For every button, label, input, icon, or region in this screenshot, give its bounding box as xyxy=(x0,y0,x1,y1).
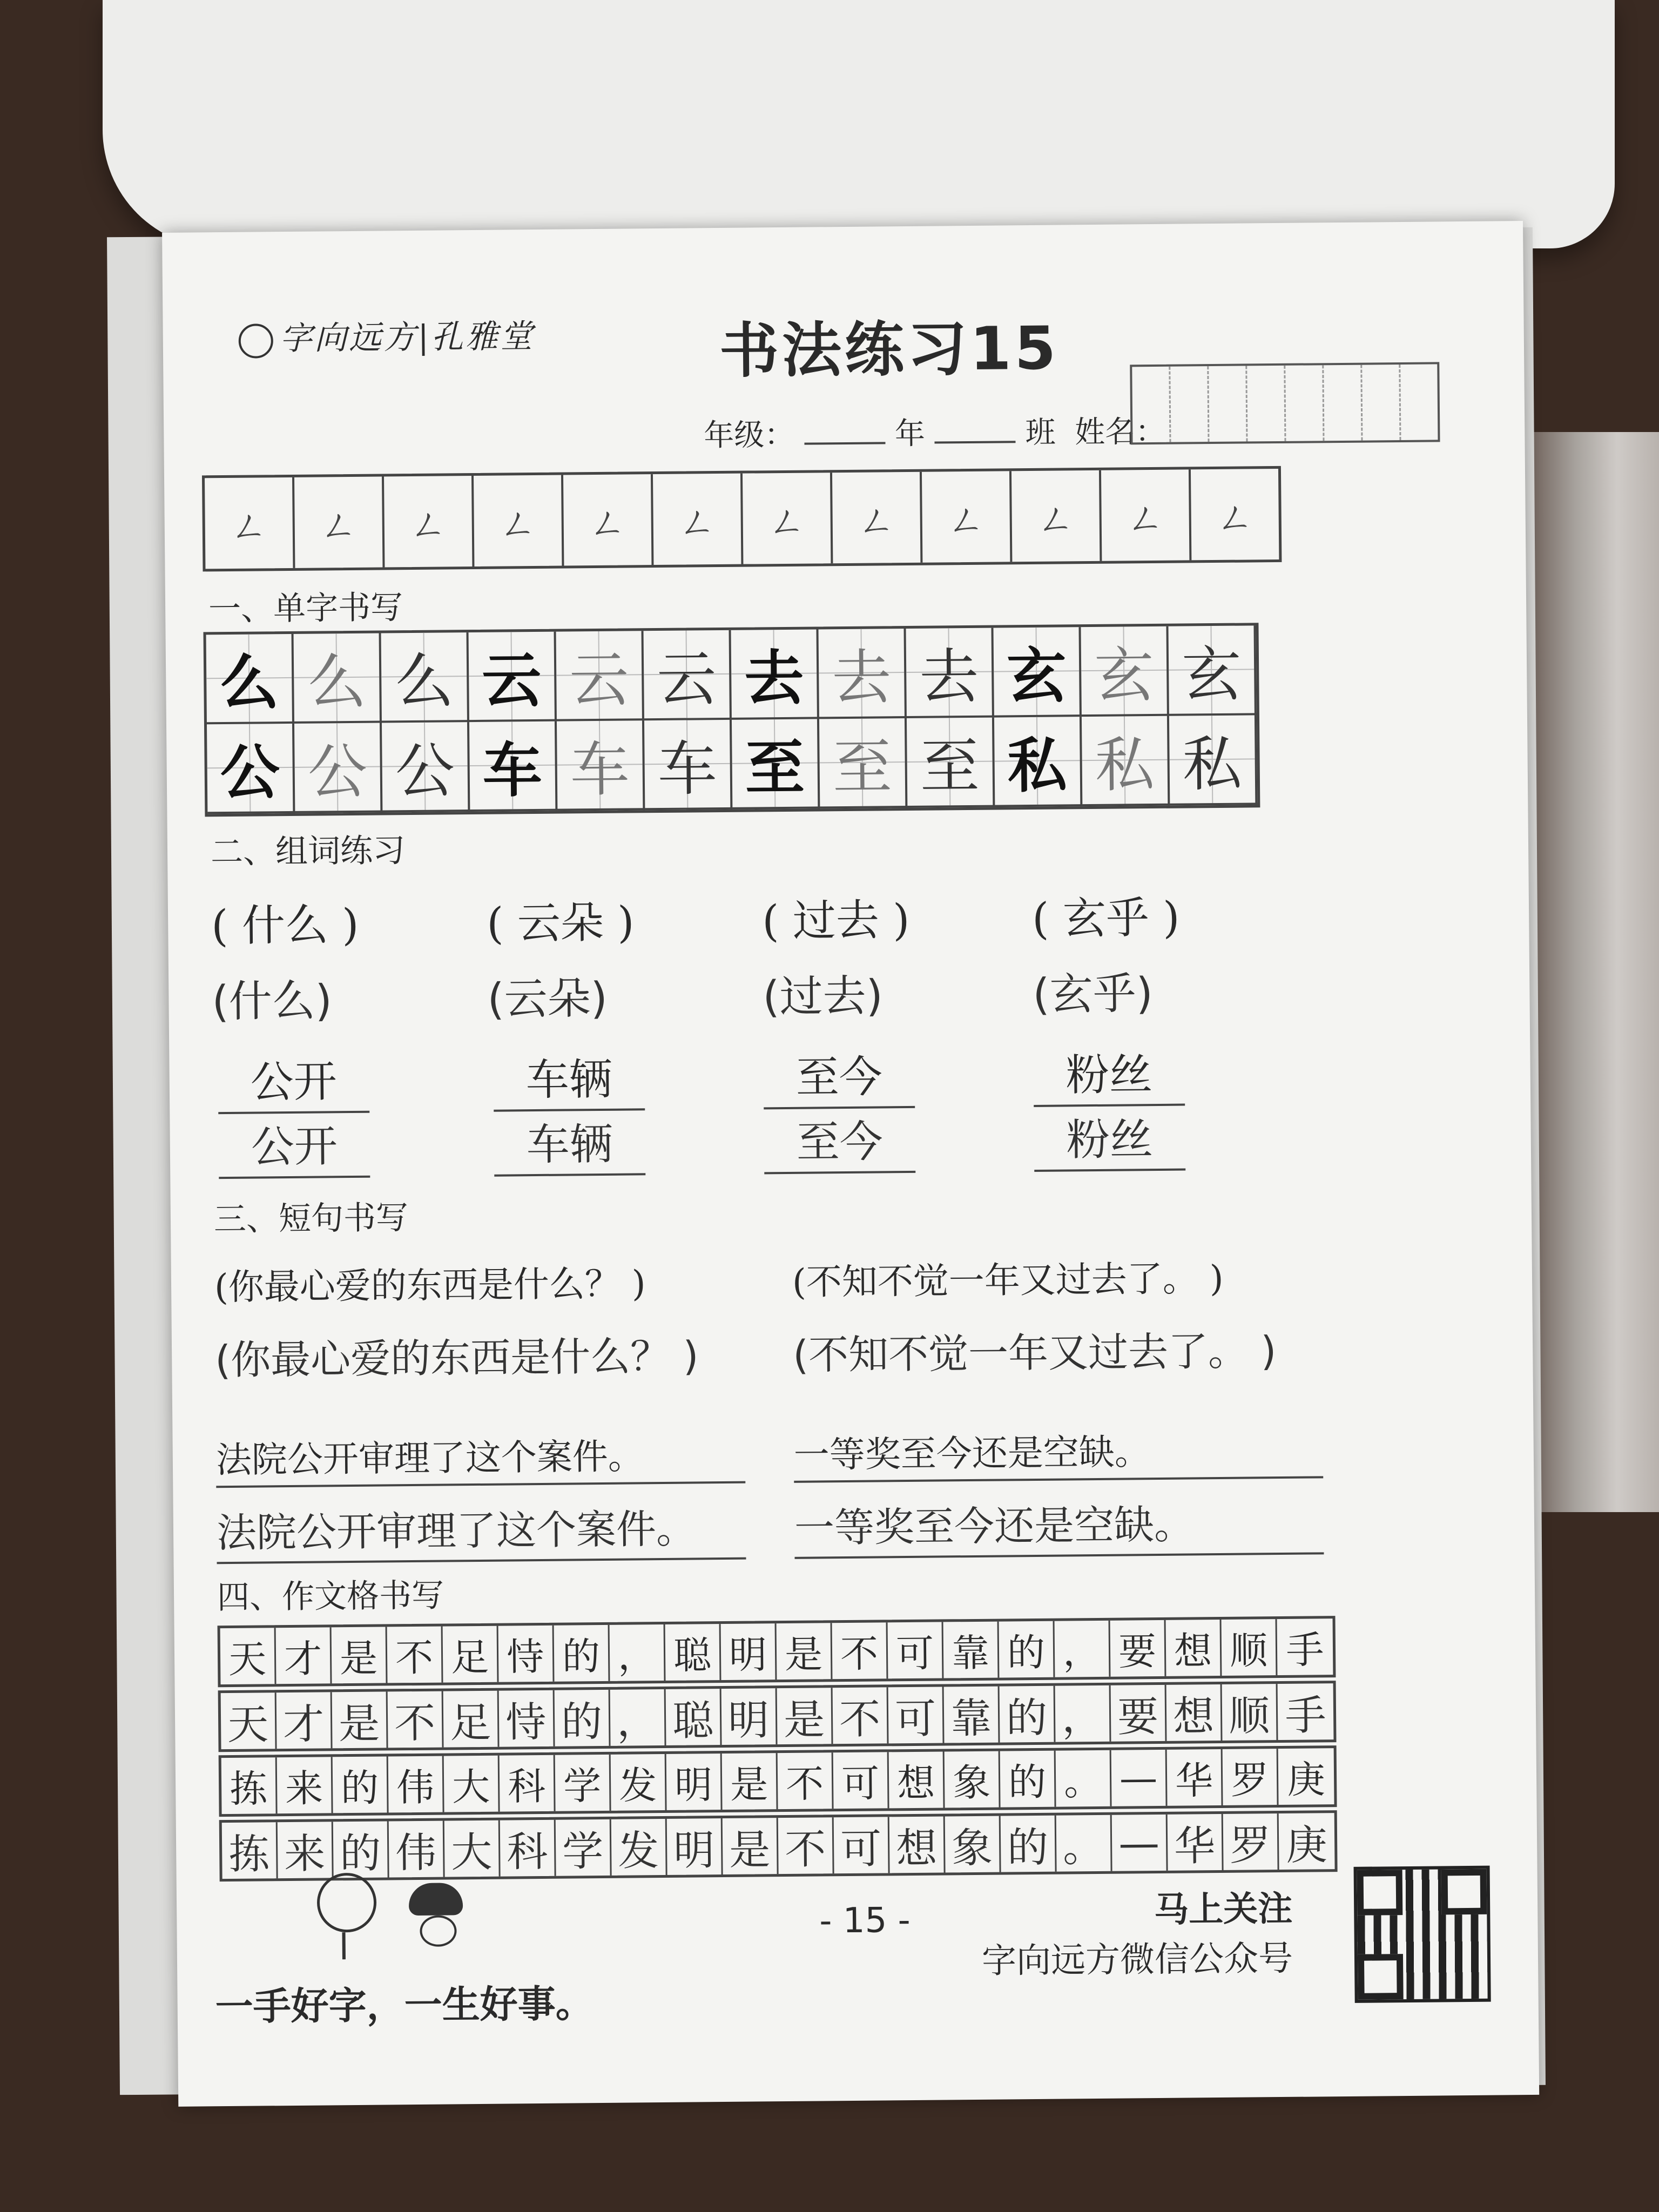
comp-cell: 是 xyxy=(332,1691,388,1748)
comp-cell: 是 xyxy=(332,1627,388,1683)
brand-logo xyxy=(238,311,535,360)
comp-cell: 罗 xyxy=(1223,1749,1279,1805)
qr-code-icon[interactable] xyxy=(1354,1866,1491,2003)
comp-cell: 科 xyxy=(500,1755,556,1812)
grid-cell: 云 xyxy=(644,630,732,720)
comp-cell: 拣 xyxy=(221,1757,278,1814)
comp-cell: 华 xyxy=(1168,1814,1224,1871)
grid-cell: 么 xyxy=(294,633,382,723)
comp-cell: 是 xyxy=(777,1623,833,1680)
grid-cell: 公 xyxy=(294,723,382,813)
comp-cell: 来 xyxy=(277,1757,333,1813)
worksheet-page xyxy=(162,221,1539,2107)
comp-cell: 靠 xyxy=(944,1687,1000,1743)
qr-finder xyxy=(1358,1954,1404,2000)
stroke-cell: ㄥ xyxy=(1216,495,1255,540)
grid-cell: 玄 xyxy=(1081,626,1169,717)
word-handwritten: (过去) xyxy=(763,970,884,1022)
comp-cell: 想 xyxy=(1166,1684,1223,1741)
comp-cell: 足 xyxy=(443,1691,500,1748)
word-line-handwritten: 公开 xyxy=(218,1111,370,1179)
name-cell[interactable] xyxy=(1247,366,1286,442)
grid-cell: 玄 xyxy=(993,627,1081,717)
comp-cell: 想 xyxy=(889,1816,946,1873)
comp-cell: 顺 xyxy=(1222,1684,1278,1741)
comp-cell: 不 xyxy=(387,1627,443,1683)
comp-cell: 象 xyxy=(945,1816,1001,1873)
grade-field[interactable] xyxy=(804,420,885,444)
qr-finder xyxy=(1357,1870,1403,1916)
page-title: 书法练习15 xyxy=(719,313,1060,386)
comp-cell: 不 xyxy=(833,1687,889,1744)
word-line-printed: 至今 xyxy=(763,1042,915,1109)
comp-cell: 学 xyxy=(556,1819,612,1876)
comp-cell: 天 xyxy=(221,1692,277,1749)
comp-cell: 才 xyxy=(276,1692,333,1749)
comp-cell: 要 xyxy=(1110,1620,1166,1677)
name-cell[interactable] xyxy=(1209,366,1247,442)
comp-cell: 学 xyxy=(555,1755,611,1811)
name-cell[interactable] xyxy=(1362,365,1401,441)
comp-cell: 不 xyxy=(778,1817,834,1874)
word-line-handwritten: 至今 xyxy=(764,1107,915,1174)
comp-cell: 想 xyxy=(889,1751,945,1808)
comp-cell: 的 xyxy=(555,1690,611,1746)
grid-cell: 至 xyxy=(732,719,820,809)
name-cell[interactable] xyxy=(1132,367,1171,443)
comp-cell: 发 xyxy=(611,1754,667,1811)
comp-cell: 的 xyxy=(1001,1816,1057,1872)
sentence-line-handwritten: 法院公开审理了这个案件。 xyxy=(217,1497,746,1564)
grid-cell: 去 xyxy=(819,629,907,719)
comp-cell: 聪 xyxy=(665,1624,721,1681)
word-printed: ( 什么 ) xyxy=(211,899,359,952)
slogan: 一手好字，一生好事。 xyxy=(215,1981,594,2029)
grid-cell: 公 xyxy=(207,724,295,814)
stroke-cell: ㄥ xyxy=(1101,469,1191,561)
comp-cell: 伟 xyxy=(388,1756,444,1813)
comp-cell: 来 xyxy=(278,1822,334,1878)
comp-cell: 。 xyxy=(1056,1815,1112,1872)
comp-cell: 想 xyxy=(1166,1620,1222,1676)
comp-cell: 恃 xyxy=(499,1690,555,1747)
word-line-printed: 公开 xyxy=(218,1047,369,1114)
section-heading-single-characters: 一、单字书写 xyxy=(208,589,403,629)
stroke-cell: ㄥ xyxy=(205,477,295,569)
stroke-cell: ㄥ xyxy=(384,476,474,567)
stroke-cell: ㄥ xyxy=(474,475,564,567)
sentence-line-printed: 法院公开审理了这个案件。 xyxy=(215,1427,745,1488)
comp-cell: 恃 xyxy=(498,1626,555,1682)
word-line-handwritten: 粉丝 xyxy=(1034,1104,1185,1172)
name-cell[interactable] xyxy=(1324,365,1363,441)
name-cell[interactable] xyxy=(1400,364,1438,440)
comp-cell: 顺 xyxy=(1222,1619,1278,1676)
grid-cell: 公 xyxy=(382,722,470,812)
page-number: - 15 - xyxy=(819,1900,911,1941)
comp-cell: 发 xyxy=(611,1819,667,1876)
grid-cell: 玄 xyxy=(1168,625,1256,716)
comp-cell: 不 xyxy=(832,1622,888,1679)
comp-cell: 手 xyxy=(1286,1627,1324,1673)
grid-cell: 去 xyxy=(731,629,819,719)
grid-cell: 私 xyxy=(1169,715,1257,805)
sentence-printed: (你最心爱的东西是什么？ ) xyxy=(214,1263,646,1309)
sentence-handwritten: (不知不觉一年又过去了。 ) xyxy=(792,1328,1277,1379)
word-handwritten: (云朵) xyxy=(487,973,608,1024)
name-cell[interactable] xyxy=(1170,366,1209,442)
sentence-printed: (不知不觉一年又过去了。 ) xyxy=(792,1257,1224,1303)
comp-cell: 。 xyxy=(1056,1750,1112,1807)
comp-cell: — xyxy=(1111,1750,1168,1806)
comp-cell: 罗 xyxy=(1223,1813,1279,1870)
grid-cell: 至 xyxy=(819,718,907,808)
comp-cell: ， xyxy=(610,1624,666,1681)
sentence-handwritten: (你最心爱的东西是什么？ ) xyxy=(214,1333,699,1384)
comp-cell: ， xyxy=(1055,1685,1111,1742)
class-field[interactable] xyxy=(935,419,1016,443)
stroke-cell: ㄥ xyxy=(563,474,653,565)
word-line-printed: 粉丝 xyxy=(1033,1040,1185,1107)
name-cell[interactable] xyxy=(1285,365,1324,441)
comp-cell: 是 xyxy=(777,1688,833,1744)
brand-logo-text: 字向远方|孔雅堂 xyxy=(279,317,535,358)
comp-cell: 的 xyxy=(554,1625,610,1682)
grid-cell: 么 xyxy=(381,632,469,723)
follow-title: 马上关注 xyxy=(1154,1888,1293,1931)
comp-cell: 的 xyxy=(333,1756,389,1813)
comp-cell: 要 xyxy=(1111,1685,1167,1742)
stroke-cell: ㄥ xyxy=(743,473,833,564)
comp-cell: 的 xyxy=(1000,1751,1056,1808)
comp-cell: 明 xyxy=(721,1688,778,1745)
year-label: 年 xyxy=(894,416,926,452)
comp-cell: 聪 xyxy=(666,1689,722,1745)
grid-cell: 去 xyxy=(906,628,994,718)
comp-cell: 才 xyxy=(276,1627,332,1684)
stroke-cell: ㄥ xyxy=(922,471,1012,562)
comp-cell: 手 xyxy=(1285,1690,1326,1739)
comp-cell: 可 xyxy=(888,1622,944,1678)
composition-row-printed xyxy=(218,1616,1336,1687)
comp-cell: 天 xyxy=(220,1628,276,1684)
comp-cell: 大 xyxy=(444,1756,500,1812)
comp-cell: 科 xyxy=(500,1820,556,1877)
section-heading-word-practice: 二、组词练习 xyxy=(210,832,406,872)
word-printed: ( 玄乎 ) xyxy=(1031,892,1180,944)
comp-cell: 拣 xyxy=(222,1822,278,1879)
composition-row-handwritten xyxy=(219,1810,1338,1881)
comp-cell: 是 xyxy=(723,1818,779,1874)
fan-illustration xyxy=(317,1873,372,1954)
stroke-practice-row xyxy=(202,466,1282,571)
comp-cell: 明 xyxy=(666,1754,723,1810)
stroke-cell: ㄥ xyxy=(832,472,922,563)
folded-back-page xyxy=(103,0,1615,248)
grid-cell: 私 xyxy=(1082,716,1170,806)
section-heading-short-sentences: 三、短句书写 xyxy=(213,1199,409,1239)
stroke-cell: ㄥ xyxy=(653,474,743,565)
word-handwritten: (玄乎) xyxy=(1033,968,1154,1020)
comp-cell: 庚 xyxy=(1286,1820,1328,1869)
comp-cell: 的 xyxy=(999,1621,1055,1678)
comp-cell: 靠 xyxy=(943,1622,1000,1678)
child-illustration xyxy=(409,1883,496,1948)
comp-cell: — xyxy=(1112,1815,1168,1871)
word-line-handwritten: 车辆 xyxy=(494,1109,645,1176)
comp-cell: 华 xyxy=(1167,1749,1223,1806)
comp-cell: ， xyxy=(1055,1621,1111,1677)
comp-cell: 可 xyxy=(834,1817,890,1873)
grid-cell: 私 xyxy=(994,717,1082,807)
word-printed: ( 过去 ) xyxy=(761,894,910,947)
comp-cell: 可 xyxy=(888,1687,945,1743)
sentence-line-printed: 一等奖至今还是空缺。 xyxy=(793,1421,1323,1483)
comp-cell: 的 xyxy=(333,1821,389,1878)
grid-cell: 云 xyxy=(556,631,644,721)
grid-cell: 至 xyxy=(907,718,995,808)
section-heading-composition-grid: 四、作文格书写 xyxy=(217,1576,444,1617)
comp-cell: 庚 xyxy=(1287,1757,1325,1802)
composition-row-handwritten xyxy=(218,1681,1337,1752)
comp-cell: ， xyxy=(610,1689,666,1746)
stroke-cell: ㄥ xyxy=(1011,470,1102,562)
qr-finder xyxy=(1441,1869,1487,1915)
character-grid xyxy=(204,623,1260,817)
comp-cell: 足 xyxy=(443,1626,499,1683)
comp-cell: 的 xyxy=(1000,1686,1056,1743)
comp-cell: 明 xyxy=(667,1818,723,1875)
name-grid[interactable] xyxy=(1130,362,1440,444)
comp-cell: 不 xyxy=(778,1752,834,1809)
grid-cell: 云 xyxy=(469,632,557,722)
stroke-cell: ㄥ xyxy=(294,476,385,568)
grid-cell: 车 xyxy=(557,720,645,811)
follow-subtitle: 字向远方微信公众号 xyxy=(981,1938,1293,1981)
class-label: 班 xyxy=(1025,415,1056,451)
comp-cell: 可 xyxy=(833,1752,889,1809)
comp-cell: 伟 xyxy=(389,1821,445,1878)
grade-label: 年级： xyxy=(704,417,795,454)
grid-cell: 么 xyxy=(206,634,294,724)
composition-row-printed xyxy=(219,1745,1337,1817)
comp-cell: 大 xyxy=(444,1820,501,1877)
word-handwritten: (什么) xyxy=(212,975,333,1027)
comp-cell: 是 xyxy=(722,1753,778,1810)
student-info xyxy=(704,408,1166,455)
word-line-printed: 车辆 xyxy=(493,1044,645,1111)
comp-cell: 明 xyxy=(721,1623,777,1680)
grid-cell: 车 xyxy=(469,721,557,812)
word-printed: ( 云朵 ) xyxy=(486,897,635,949)
seal-icon xyxy=(239,324,274,359)
name-label: 姓名： xyxy=(1074,414,1166,450)
comp-cell: 象 xyxy=(945,1751,1001,1808)
sentence-line-handwritten: 一等奖至今还是空缺。 xyxy=(794,1492,1324,1559)
comp-cell: 不 xyxy=(388,1691,444,1748)
grid-cell: 车 xyxy=(644,720,732,810)
follow-prompt xyxy=(981,1881,1293,1983)
